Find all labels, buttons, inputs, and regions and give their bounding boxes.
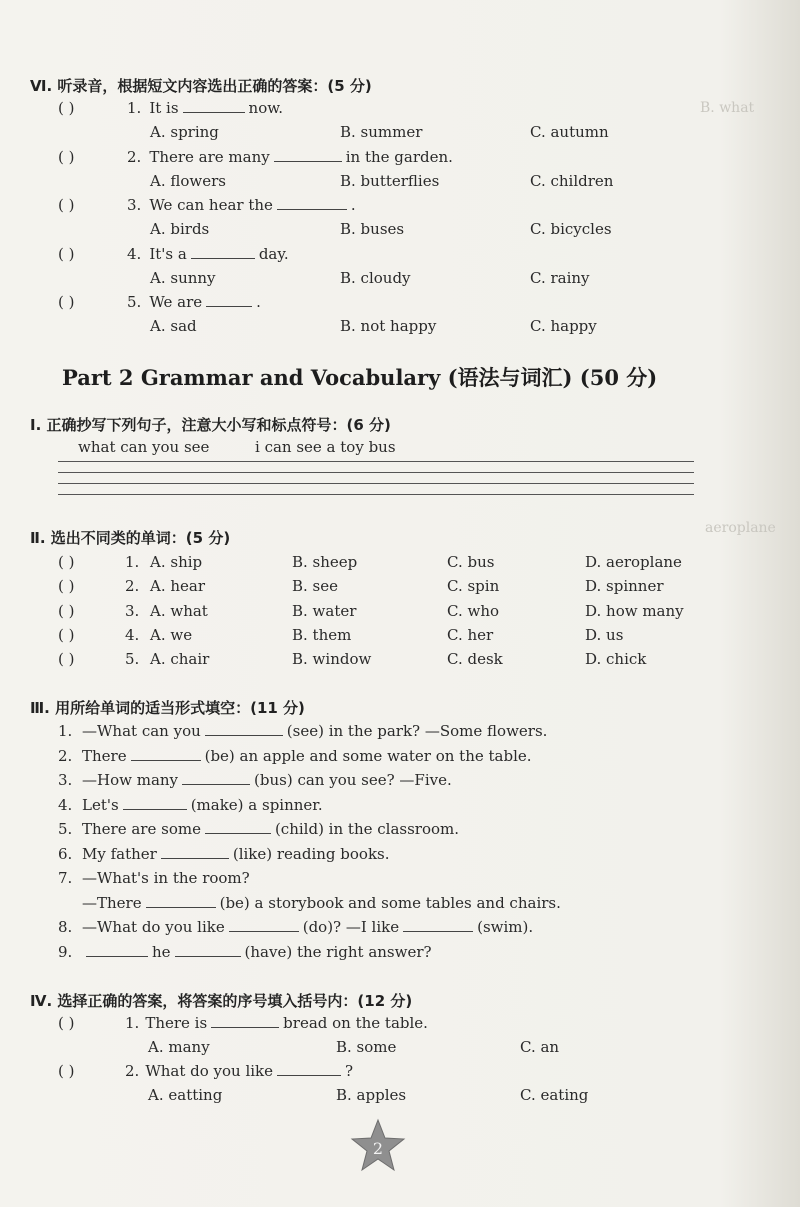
word-option-a[interactable]: A. chair (150, 650, 210, 669)
word-option-b[interactable]: B. them (292, 625, 352, 644)
sentence-part: —What do you like (82, 918, 225, 936)
option-c[interactable]: C. rainy (530, 268, 590, 287)
question-number: 2. (125, 1062, 140, 1080)
word-option-a[interactable]: A. ship (150, 553, 203, 571)
question-number: 1. (127, 99, 142, 117)
item-number: 2. (58, 746, 73, 765)
section-i-header: Ⅰ. 正确抄写下列句子，注意大小写和标点符号：(6 分) (30, 416, 391, 434)
option-a[interactable]: A. birds (150, 220, 210, 238)
question-text-before: It's a (149, 244, 187, 263)
question-number: 5. (127, 293, 142, 311)
row-number: 4. (125, 625, 140, 644)
sentence-part: There (82, 746, 127, 765)
answer-blank[interactable] (205, 821, 271, 834)
answer-paren[interactable]: ( ) (58, 244, 75, 263)
option-b[interactable]: B. butterflies (340, 171, 440, 190)
option-b[interactable]: B. some (336, 1038, 397, 1056)
answer-blank[interactable] (277, 1063, 341, 1076)
answer-blank[interactable] (191, 246, 255, 259)
sentence-part: Let's (82, 795, 119, 814)
answer-paren[interactable]: ( ) (58, 1062, 75, 1080)
item-number: 1. (58, 722, 73, 740)
option-b[interactable]: B. summer (340, 123, 423, 141)
word-option-b[interactable]: B. see (292, 577, 339, 596)
sentence-part: (swim). (477, 918, 534, 936)
sentence-part: (have) the right answer? (244, 942, 432, 961)
option-c[interactable]: C. happy (530, 317, 597, 335)
fill-in-sentence (82, 918, 533, 936)
question-text-before: What do you like (145, 1062, 274, 1080)
sentence-part: —What can you (82, 722, 201, 740)
word-option-d[interactable]: D. how many (585, 601, 684, 620)
word-option-b[interactable]: B. window (292, 650, 372, 669)
sentence-part: (be) a storybook and some tables and chairs. (219, 893, 561, 912)
row-number: 2. (125, 577, 140, 596)
answer-blank[interactable] (211, 1015, 279, 1028)
option-b[interactable]: B. buses (340, 220, 405, 238)
word-option-a[interactable]: A. hear (150, 577, 206, 596)
section-ii-header: Ⅱ. 选出不同类的单词：(5 分) (30, 529, 231, 547)
question-line (127, 99, 283, 117)
answer-blank[interactable] (131, 748, 201, 761)
answer-paren[interactable]: ( ) (58, 1014, 75, 1032)
word-option-d[interactable]: D. spinner (585, 577, 664, 596)
question-text-after: now. (248, 99, 284, 117)
answer-paren[interactable]: ( ) (58, 293, 75, 311)
writing-line[interactable] (58, 494, 694, 495)
writing-line[interactable] (58, 483, 694, 484)
fill-in-sentence (82, 894, 561, 912)
answer-blank[interactable] (182, 772, 250, 785)
sentence-part: —There (82, 893, 142, 912)
option-a[interactable]: A. sad (150, 317, 197, 335)
answer-blank[interactable] (86, 944, 148, 957)
sentence-part: —How many (82, 771, 179, 789)
sentence-part: —What's in the room? (82, 869, 250, 887)
item-number: 5. (58, 820, 73, 838)
item-number: 4. (58, 795, 73, 814)
answer-paren[interactable]: ( ) (58, 650, 75, 669)
question-line (125, 1014, 428, 1032)
fill-in-sentence (82, 747, 532, 765)
sentence-part: (do)? —I like (302, 918, 400, 936)
question-number: 3. (127, 196, 142, 214)
answer-blank[interactable] (206, 294, 252, 307)
option-a[interactable]: A. spring (150, 123, 219, 141)
sentence-part: (be) an apple and some water on the table. (204, 746, 532, 765)
question-line (127, 148, 453, 166)
answer-paren[interactable]: ( ) (58, 553, 75, 571)
word-option-c[interactable]: C. bus (447, 553, 495, 571)
fill-in-sentence (82, 845, 390, 863)
fill-in-sentence (82, 722, 547, 740)
question-text-after: bread on the table. (283, 1014, 428, 1032)
fill-in-sentence (82, 869, 250, 887)
question-text-before: There is (145, 1014, 208, 1032)
question-number: 4. (127, 244, 142, 263)
answer-paren[interactable]: ( ) (58, 601, 75, 620)
word-option-d[interactable]: D. chick (585, 650, 647, 669)
item-number: 3. (58, 771, 73, 789)
section-iii-header: Ⅲ. 用所给单词的适当形式填空：(11 分) (30, 699, 305, 717)
answer-paren[interactable]: ( ) (58, 147, 75, 166)
option-b[interactable]: B. not happy (340, 317, 437, 335)
question-text-after: . (350, 196, 356, 214)
sentence-part: (bus) can you see? —Five. (254, 771, 452, 789)
part2-title: Part 2 Grammar and Vocabulary (语法与词汇) (50 分) (62, 365, 658, 390)
fill-in-sentence (82, 820, 459, 838)
word-option-c[interactable]: C. desk (447, 650, 503, 669)
writing-line[interactable] (58, 472, 694, 473)
section-vi-header: Ⅵ. 听录音，根据短文内容选出正确的答案：(5 分) (30, 77, 372, 95)
answer-paren[interactable]: ( ) (58, 196, 75, 214)
question-line (127, 196, 356, 214)
option-b[interactable]: B. apples (336, 1086, 407, 1104)
word-option-c[interactable]: C. who (447, 601, 500, 620)
option-a[interactable]: A. eatting (148, 1086, 223, 1104)
word-option-a[interactable]: A. what (150, 601, 208, 620)
section-iv-header: Ⅳ. 选择正确的答案，将答案的序号填入括号内：(12 分) (30, 992, 413, 1010)
sentence-part: he (152, 942, 171, 961)
option-c[interactable]: C. autumn (530, 123, 609, 141)
item-number: 6. (58, 844, 73, 863)
answer-blank[interactable] (175, 944, 241, 957)
answer-blank[interactable] (205, 723, 283, 736)
answer-paren[interactable]: ( ) (58, 99, 75, 117)
answer-blank[interactable] (123, 797, 187, 810)
question-line (125, 1062, 353, 1080)
option-a[interactable]: A. sunny (150, 268, 216, 287)
writing-line[interactable] (58, 461, 694, 462)
answer-blank[interactable] (403, 919, 473, 932)
option-c[interactable]: C. an (520, 1038, 560, 1056)
question-text-before: It is (149, 99, 179, 117)
fill-in-sentence (82, 796, 323, 814)
answer-blank[interactable] (229, 919, 299, 932)
question-number: 1. (125, 1014, 140, 1032)
sentence-part: (make) a spinner. (190, 795, 323, 814)
item-number: 7. (58, 869, 73, 887)
question-text-after: day. (258, 244, 289, 263)
word-option-a[interactable]: A. we (150, 625, 193, 644)
bleed-through-text: B. what (700, 100, 755, 116)
fill-in-sentence (82, 771, 452, 789)
option-a[interactable]: A. many (148, 1038, 210, 1056)
question-line (127, 293, 261, 311)
option-c[interactable]: C. bicycles (530, 220, 612, 238)
answer-blank[interactable] (183, 100, 245, 113)
answer-blank[interactable] (146, 895, 216, 908)
answer-blank[interactable] (161, 846, 229, 859)
sentence-two: i can see a toy bus (255, 438, 396, 456)
word-option-d[interactable]: D. aeroplane (585, 553, 682, 571)
answer-paren[interactable]: ( ) (58, 625, 75, 644)
question-number: 2. (127, 147, 142, 166)
word-option-c[interactable]: C. her (447, 625, 494, 644)
row-number: 3. (125, 601, 140, 620)
fill-in-sentence (82, 943, 432, 961)
option-c[interactable]: C. eating (520, 1086, 589, 1104)
sentence-part: (see) in the park? —Some flowers. (286, 722, 548, 740)
question-text-after: ? (345, 1062, 354, 1080)
item-number: 9. (58, 942, 73, 961)
word-option-d[interactable]: D. us (585, 625, 624, 644)
sentence-one: what can you see (78, 438, 210, 456)
word-option-c[interactable]: C. spin (447, 577, 500, 596)
word-option-b[interactable]: B. sheep (292, 553, 358, 571)
word-option-b[interactable]: B. water (292, 601, 357, 620)
question-text-before: We can hear the (149, 196, 273, 214)
bleed-through-text: aeroplane (705, 520, 776, 536)
option-a[interactable]: A. flowers (150, 171, 226, 190)
answer-blank[interactable] (274, 149, 342, 162)
option-b[interactable]: B. cloudy (340, 268, 411, 287)
item-number: 8. (58, 918, 73, 936)
question-text-before: We are (149, 293, 203, 311)
question-text-before: There are many (149, 147, 270, 166)
sentence-part: There are some (82, 820, 201, 838)
row-number: 5. (125, 650, 140, 669)
question-line (127, 245, 289, 263)
option-c[interactable]: C. children (530, 171, 614, 190)
page-number: 2 (372, 1139, 384, 1158)
question-text-after: in the garden. (345, 147, 453, 166)
row-number: 1. (125, 553, 140, 571)
star-page-badge-icon (350, 1118, 406, 1174)
answer-blank[interactable] (277, 197, 347, 210)
sentence-part: (like) reading books. (232, 844, 390, 863)
answer-paren[interactable]: ( ) (58, 577, 75, 596)
sentence-part: My father (82, 844, 157, 863)
sentence-part: (child) in the classroom. (274, 820, 460, 838)
question-text-after: . (256, 293, 261, 311)
